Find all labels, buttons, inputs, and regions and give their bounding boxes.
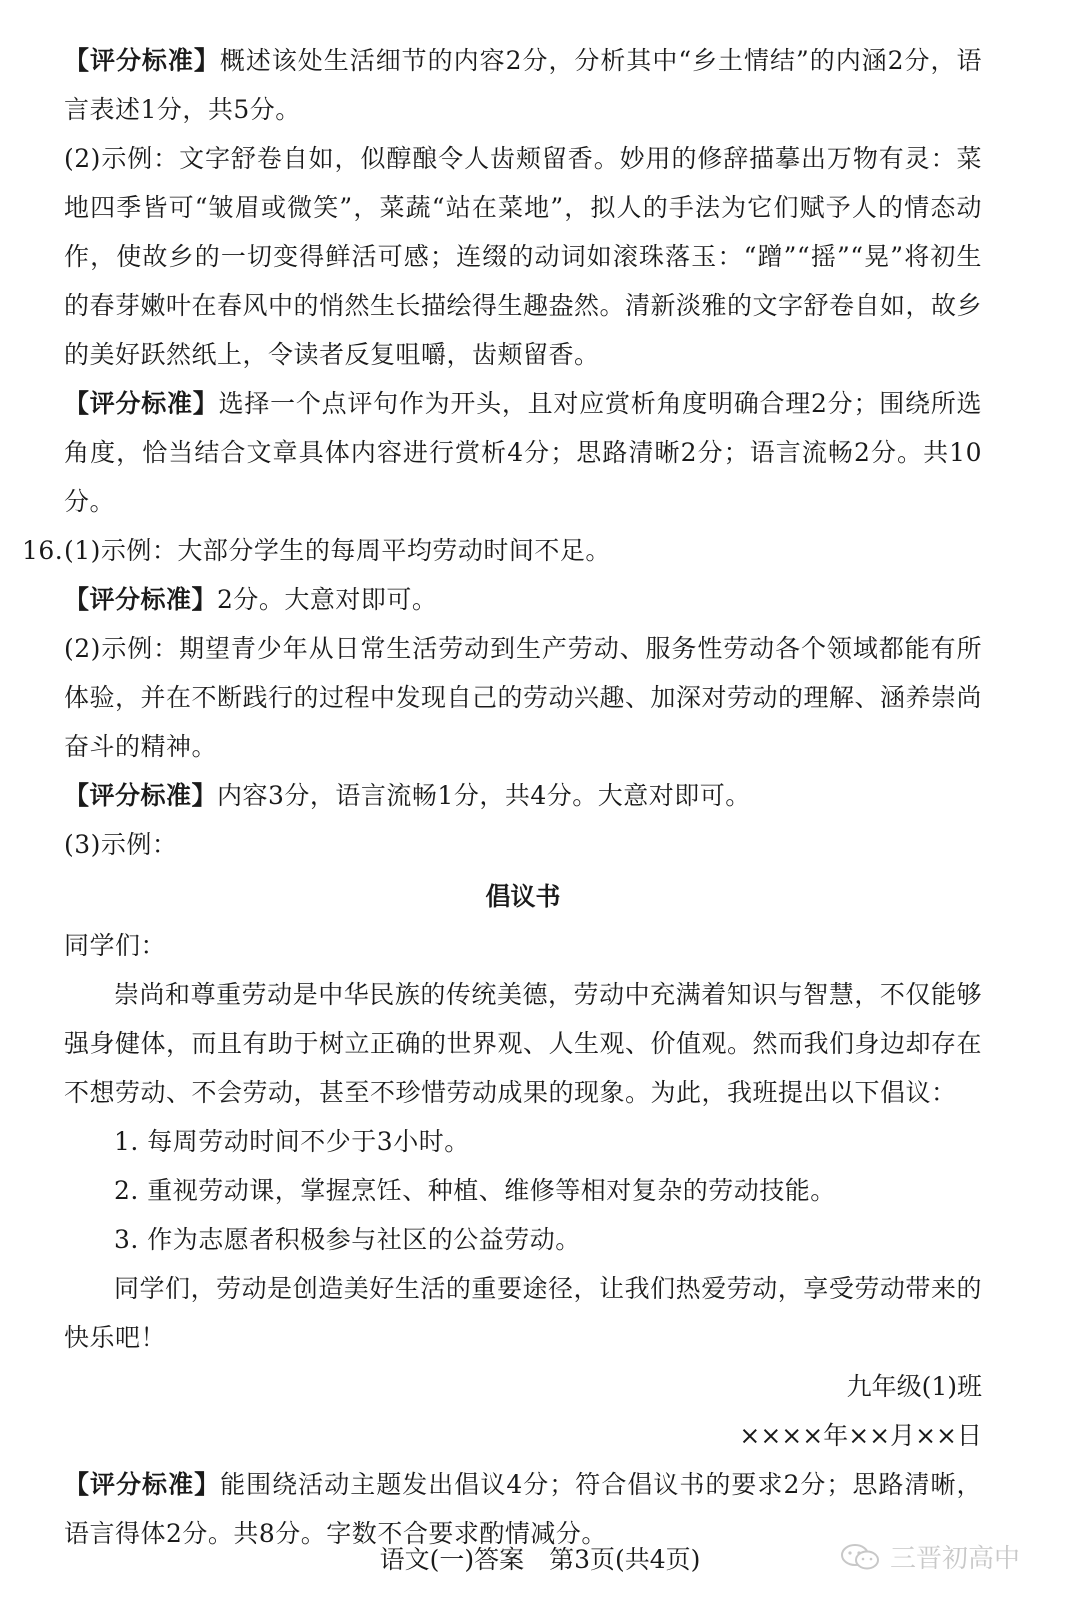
proposal-item: 3. 作为志愿者积极参与社区的公益劳动。 [114,1225,581,1254]
proposal-item: 1. 每周劳动时间不少于3小时。 [114,1127,470,1156]
letter-closing: 同学们，劳动是创造美好生活的重要途径，让我们热爱劳动，享受劳动带来的快乐吧！ [64,1274,982,1352]
example-answer: (2)示例：文字舒卷自如，似醇酿令人齿颊留香。妙用的修辞描摹出万物有灵：菜地四季皆可“皱眉或微笑”，菜蔬“站在菜地”，拟人的手法为它们赋予人的情态动作，使故乡的一切变得鲜活可感；连缀的动词如滚珠落玉：“蹭”“摇”“晃”将初生的春芽嫩叶在春风中的悄然生长描绘得生趣盎然。清新淡雅的文字舒卷自如，故乡的美好跃然纸上，令读者反复咀嚼，齿颊留香。 [64,144,983,369]
example-answer: (1)示例：大部分学生的每周平均劳动时间不足。 [64,536,611,565]
question-number: 16. [22,536,64,565]
criteria-tag: 【评分标准】 [64,1470,221,1499]
criteria-tag: 【评分标准】 [64,585,218,614]
watermark-text: 三晋初高中 [889,1544,1020,1574]
wechat-icon [840,1543,880,1571]
letter-date: ××××年××月××日 [739,1421,982,1450]
criteria-text: 概述该处生活细节的内容2分，分析其中“乡土情结”的内涵2分，语言表述1分，共5分。 [64,46,982,124]
proposal-letter [64,872,982,1460]
watermark [840,1538,1020,1575]
scoring-criteria [64,771,982,820]
letter-salutation: 同学们： [64,931,167,960]
criteria-tag: 【评分标准】 [64,781,218,810]
criteria-text: 能围绕活动主题发出倡议4分；符合倡议书的要求2分；思路清晰，语言得体2分。共8分。字数不合要求酌情减分。 [64,1470,982,1548]
letter-body: 崇尚和尊重劳动是中华民族的传统美德，劳动中充满着知识与智慧，不仅能够强身健体，而且有助于树立正确的世界观、人生观、价值观。然而我们身边却存在不想劳动、不会劳动，甚至不珍惜劳动成果的现象。为此，我班提出以下倡议： [64,980,983,1107]
criteria-tag: 【评分标准】 [64,389,219,418]
scoring-criteria [64,36,982,134]
example-label: (3)示例： [64,830,178,859]
criteria-tag: 【评分标准】 [64,46,220,75]
letter-title: 倡议书 [485,882,561,911]
letter-signature: 九年级(1)班 [846,1372,982,1401]
proposal-item: 2. 重视劳动课，掌握烹饪、种植、维修等相对复杂的劳动技能。 [114,1176,836,1205]
question-16 [22,526,982,575]
scoring-criteria [64,379,982,526]
criteria-text: 选择一个点评句作为开头，且对应赏析角度明确合理2分；围绕所选角度，恰当结合文章具体内容进行赏析4分；思路清晰2分；语言流畅2分。共10分。 [64,389,982,516]
answer-page [22,36,983,1558]
criteria-text: 内容3分，语言流畅1分，共4分。大意对即可。 [217,781,751,810]
page-footer: 语文(一)答案 第3页(共4页) [379,1545,701,1574]
criteria-text: 2分。大意对即可。 [217,585,438,614]
example-answer: (2)示例：期望青少年从日常生活劳动到生产劳动、服务性劳动各个领域都能有所体验，并在不断践行的过程中发现自己的劳动兴趣、加深对劳动的理解、涵养崇尚奋斗的精神。 [64,634,983,761]
scoring-criteria [64,575,982,624]
